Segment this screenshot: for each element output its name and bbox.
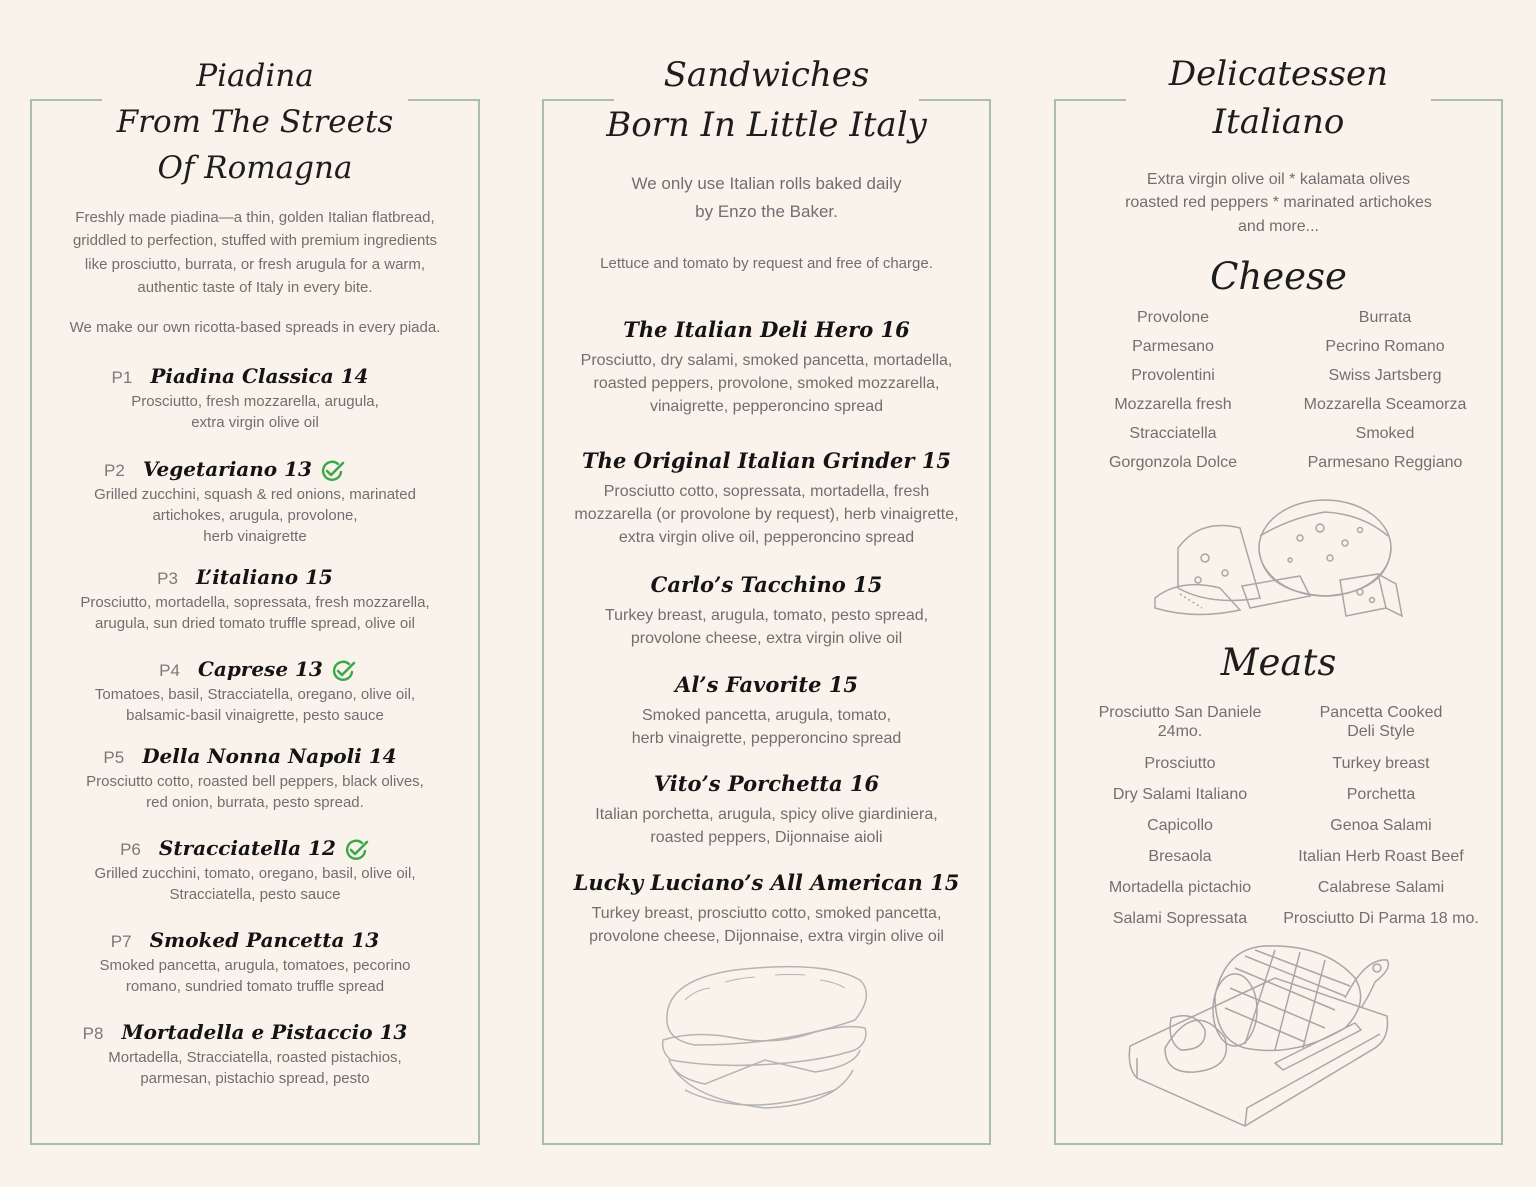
cheese-item: Provolentini (1131, 367, 1215, 384)
description-line: Prosciutto, mortadella, sopressata, fresh mozzarella, (80, 594, 430, 611)
item-code: P4 (159, 661, 180, 680)
meat-item: Mortadella pictachio (1108, 879, 1252, 896)
piadina-item (30, 927, 480, 997)
description-line: red onion, burrata, pesto spread. (146, 794, 364, 811)
meat-item: Salami Sopressata (1112, 910, 1248, 927)
meat-item: Prosciutto (1144, 755, 1216, 772)
intro-line: Freshly made piadina—a thin, golden Italian flatbread, (75, 209, 435, 226)
item-name: L’italiano 15 (195, 565, 333, 589)
description-line: parmesan, pistachio spread, pesto (140, 1070, 370, 1087)
sandwich-item-description (542, 604, 991, 650)
cheese-item: Smoked (1355, 425, 1415, 442)
cheese-item: Parmesano Reggiano (1307, 454, 1463, 471)
item-name: Caprese 13 (197, 657, 323, 681)
description-line: Mortadella, Stracciatella, roasted pistachios, (108, 1049, 402, 1066)
description-line: Stracciatella, pesto sauce (169, 886, 341, 903)
vegetarian-check-icon (331, 660, 357, 682)
piadina-item-title (20, 927, 470, 955)
piadina-title-line: From The Streets (116, 104, 394, 140)
sandwich-item-title: Vito’s Porchetta 16 (653, 771, 880, 796)
sandwich-item-description (542, 480, 991, 549)
description-line: Turkey breast, arugula, tomato, pesto spread, (604, 607, 929, 624)
intro-line: We only use Italian rolls baked daily (631, 174, 902, 193)
meat-item: Capicollo (1147, 817, 1213, 834)
description-line: Prosciutto, dry salami, smoked pancetta, mortadella, (580, 352, 953, 369)
sandwich-item (542, 446, 991, 549)
meat-item: Pancetta Cooked (1319, 704, 1443, 721)
item-code: P6 (120, 840, 141, 859)
sandwich-item-title: The Italian Deli Hero 16 (623, 317, 910, 342)
item-code: P1 (111, 368, 133, 387)
intro-line: griddled to perfection, stuffed with premium ingredients (72, 232, 438, 250)
description-line: Tomatoes, basil, Stracciatella, oregano, olive oil, (94, 686, 416, 703)
item-code: P2 (104, 461, 125, 480)
item-code: P5 (103, 748, 125, 767)
cheese-item: Stracciatella (1129, 425, 1217, 442)
description-line: Italian porchetta, arugula, spicy olive giardiniera, (595, 806, 938, 823)
piadina-item (30, 835, 480, 905)
description-line: roasted peppers, Dijonnaise aioli (650, 829, 883, 846)
sandwich-item (542, 315, 991, 418)
meat-item: Genoa Salami (1330, 817, 1432, 834)
sandwich-item-description (542, 704, 991, 750)
cheese-item: Mozzarella fresh (1114, 396, 1232, 413)
piadina-title-line: Of Romagna (157, 150, 353, 186)
piadina-item (30, 1019, 480, 1089)
cheese-item: Mozzarella Sceamorza (1303, 396, 1467, 413)
description-line: artichokes, arugula, provolone, (152, 507, 358, 524)
deli-column (1054, 50, 1503, 238)
piadina-item-description (30, 955, 480, 997)
intro-line: and more... (1238, 217, 1319, 235)
piadina-item-description (30, 484, 480, 547)
piadina-column (30, 53, 480, 339)
piadina-item-title (20, 1019, 470, 1047)
description-line: herb vinaigrette, pepperoncino spread (631, 730, 902, 747)
piadina-item-description (30, 771, 480, 813)
cheese-item: Provolone (1136, 309, 1210, 326)
meat-item: 24mo. (1157, 723, 1203, 740)
piadina-item-description (30, 1047, 480, 1089)
cheese-heading: Cheese (1210, 255, 1347, 298)
deli-title-line: Italiano (1212, 102, 1345, 142)
description-line: Smoked pancetta, arugula, tomatoes, pecorino (99, 957, 411, 974)
intro-line: Extra virgin olive oil * kalamata olives (1146, 171, 1411, 188)
sandwich-item-description (542, 803, 991, 849)
description-line: extra virgin olive oil (191, 414, 319, 431)
description-line: Grilled zucchini, squash & red onions, marinated (94, 486, 416, 503)
description-line: provolone cheese, extra virgin olive oil (630, 630, 903, 647)
cheese-illustration (1150, 488, 1415, 628)
item-code: P8 (82, 1024, 104, 1043)
description-line: Prosciutto cotto, sopressata, mortadella, fresh (603, 483, 930, 500)
sandwich-illustration (655, 960, 875, 1120)
item-name: Vegetariano 13 (142, 457, 312, 481)
sandwiches-title-line: Sandwiches (663, 55, 870, 95)
deli-intro (1054, 168, 1503, 238)
meat-item: Prosciutto San Daniele (1098, 704, 1262, 721)
description-line: provolone cheese, Dijonnaise, extra virgin olive oil (589, 928, 944, 945)
deli-title-line: Delicatessen (1168, 54, 1389, 94)
meat-item: Italian Herb Roast Beef (1298, 848, 1464, 865)
meat-item: Calabrese Salami (1317, 879, 1445, 896)
sandwich-item (542, 670, 991, 750)
item-name: Mortadella e Pistaccio 13 (121, 1020, 408, 1044)
vegetarian-check-icon (320, 460, 346, 482)
piadina-item-title (15, 363, 465, 391)
description-line: vinaigrette, pepperoncino spread (649, 398, 884, 415)
item-name: Piadina Classica 14 (150, 364, 369, 388)
piadina-item-description (30, 391, 480, 433)
item-code: P3 (157, 569, 178, 588)
piadina-title (30, 53, 480, 191)
piadina-item-title (20, 835, 470, 863)
piadina-item (30, 656, 480, 726)
piadina-item-title (0, 456, 450, 484)
description-line: extra virgin olive oil, pepperoncino spread (618, 529, 915, 546)
description-line: roasted peppers, provolone, smoked mozzarella, (593, 375, 940, 392)
item-name: Stracciatella 12 (158, 836, 336, 860)
sandwich-item (542, 769, 991, 849)
meats-heading: Meats (1220, 641, 1337, 684)
meat-item: Porchetta (1346, 786, 1416, 803)
sandwich-item-title: Carlo’s Tacchino 15 (650, 572, 883, 597)
meat-item: Dry Salami Italiano (1112, 786, 1248, 803)
description-line: romano, sundried tomato truffle spread (125, 978, 385, 995)
intro-line: authentic taste of Italy in every bite. (137, 278, 373, 296)
sandwiches-title-line: Born In Little Italy (606, 105, 927, 145)
piadina-item-title (25, 743, 475, 771)
sandwich-item (542, 868, 991, 948)
sandwich-item-title: Al’s Favorite 15 (675, 672, 858, 697)
sandwiches-title (542, 50, 991, 150)
piadina-note: We make our own ricotta-based spreads in every piada. (69, 319, 441, 337)
sandwich-item-title: Lucky Luciano’s All American 15 (573, 870, 960, 895)
description-line: herb vinaigrette (203, 528, 307, 545)
cheese-item: Burrata (1358, 309, 1412, 326)
piadina-intro (30, 206, 480, 299)
meat-board-illustration (1125, 938, 1395, 1130)
sandwich-item-description (542, 902, 991, 948)
description-line: Turkey breast, prosciutto cotto, smoked pancetta, (591, 905, 942, 922)
description-line: balsamic-basil vinaigrette, pesto sauce (126, 707, 384, 724)
description-line: Grilled zucchini, tomato, oregano, basil, olive oil, (94, 865, 416, 882)
piadina-item-description (30, 684, 480, 726)
deli-title (1054, 50, 1503, 146)
description-line: Prosciutto cotto, roasted bell peppers, black olives, (86, 773, 424, 790)
description-line: arugula, sun dried tomato truffle spread, olive oil (95, 615, 415, 632)
sandwiches-note: Lettuce and tomato by request and free of charge. (600, 255, 933, 272)
vegetarian-check-icon (344, 839, 370, 861)
meat-item: Deli Style (1347, 723, 1415, 740)
meat-item: Bresaola (1148, 848, 1212, 865)
meat-item: Prosciutto Di Parma 18 mo. (1283, 910, 1479, 927)
piadina-item-description (30, 592, 480, 634)
intro-line: like prosciutto, burrata, or fresh arugula for a warm, (84, 255, 426, 273)
description-line: mozzarella (or provolone by request), herb vinaigrette, (574, 506, 959, 523)
piadina-item (30, 456, 480, 547)
sandwich-item-description (542, 349, 991, 418)
cheese-item: Swiss Jartsberg (1328, 367, 1442, 384)
description-line: Smoked pancetta, arugula, tomato, (641, 707, 892, 724)
intro-line: roasted red peppers * marinated artichokes (1125, 194, 1432, 212)
piadina-title-line: Piadina (196, 58, 314, 94)
cheese-item: Gorgonzola Dolce (1108, 454, 1238, 471)
cheese-item: Pecrino Romano (1325, 338, 1445, 355)
piadina-item (30, 363, 480, 433)
sandwich-item (542, 570, 991, 650)
intro-line: by Enzo the Baker. (695, 202, 838, 221)
piadina-item-title (20, 564, 470, 592)
piadina-item (30, 564, 480, 634)
item-code: P7 (110, 932, 132, 951)
item-name: Smoked Pancetta 13 (149, 928, 380, 952)
sandwiches-column (542, 50, 991, 275)
sandwich-item-title: The Original Italian Grinder 15 (582, 448, 951, 473)
piadina-item (30, 743, 480, 813)
item-name: Della Nonna Napoli 14 (142, 744, 397, 768)
cheese-item: Parmesano (1132, 338, 1214, 355)
sandwiches-intro (542, 170, 991, 226)
meat-item: Turkey breast (1332, 755, 1430, 772)
piadina-item-description (30, 863, 480, 905)
piadina-item-title (33, 656, 483, 684)
description-line: Prosciutto, fresh mozzarella, arugula, (131, 393, 379, 410)
